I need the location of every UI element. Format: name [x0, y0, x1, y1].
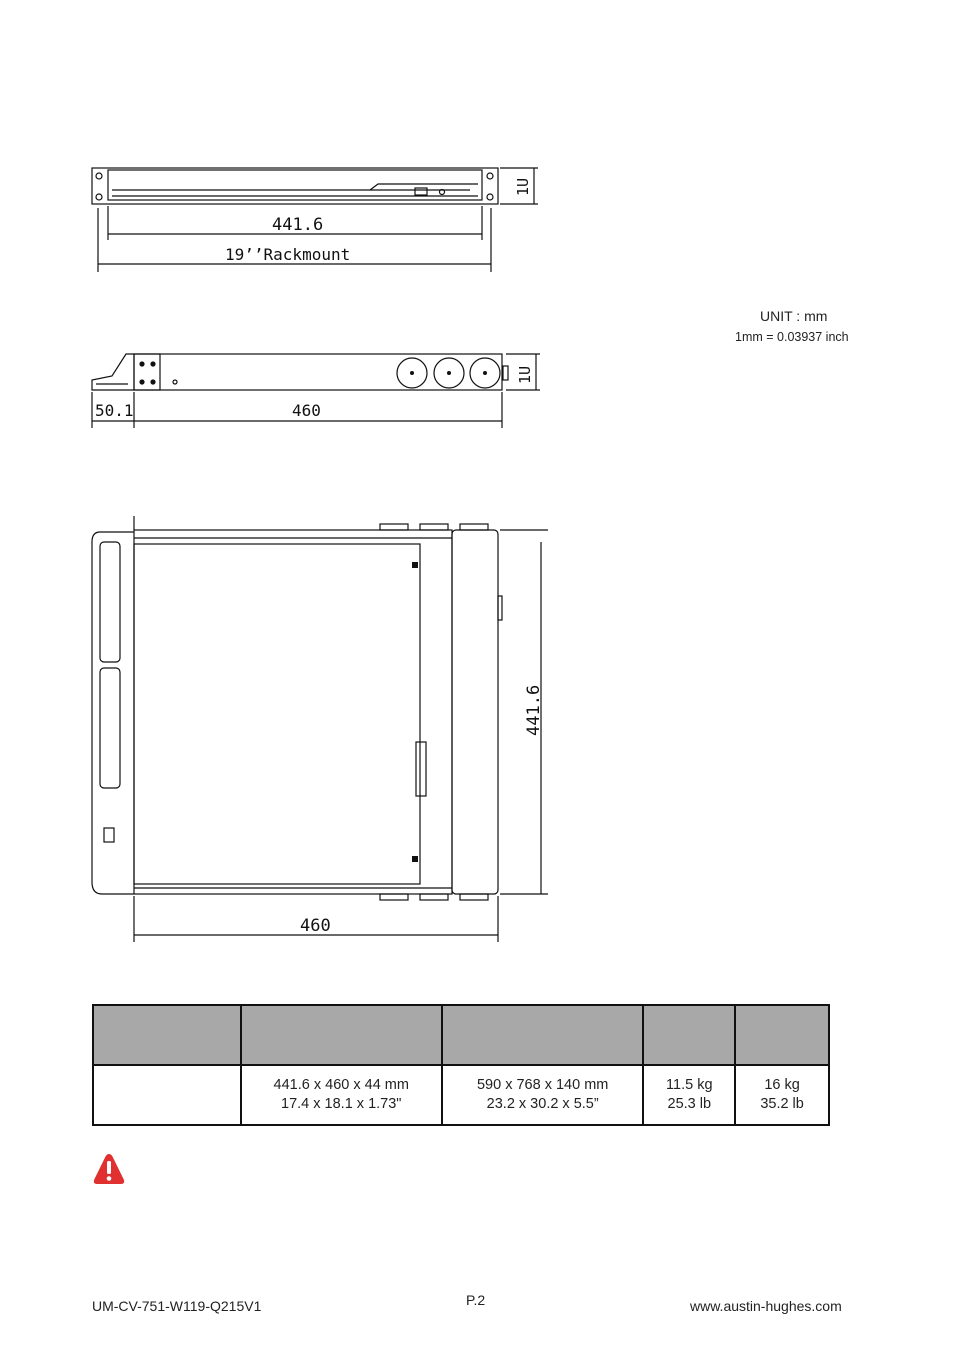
unit-conversion: 1mm = 0.03937 inch — [735, 330, 849, 344]
table-row — [93, 1065, 829, 1125]
top-depth-label: 460 — [300, 916, 331, 936]
front-rack-label: 19’’Rackmount — [225, 245, 351, 264]
net-lb: 25.3 lb — [667, 1096, 712, 1112]
unit-label: UNIT : mm — [760, 308, 828, 324]
dimensions-mm: 441.6 x 460 x 44 mm — [273, 1077, 409, 1093]
cell-gross-weight — [735, 1065, 829, 1125]
header-model — [93, 1005, 241, 1065]
gross-lb: 35.2 lb — [760, 1096, 804, 1112]
top-width-label: 441.6 — [524, 684, 544, 736]
cell-model — [93, 1065, 241, 1125]
header-package — [442, 1005, 643, 1065]
cell-package — [442, 1065, 643, 1125]
front-height-label: 1U — [514, 177, 532, 196]
side-depth-label: 460 — [292, 401, 321, 420]
cell-net-weight — [643, 1065, 735, 1125]
package-in: 23.2 x 30.2 x 5.5” — [486, 1096, 599, 1112]
header-net-weight — [643, 1005, 735, 1065]
spec-table — [92, 1004, 830, 1126]
spec-table-header — [93, 1005, 829, 1065]
doc-code: UM-CV-751-W119-Q215V1 — [92, 1298, 262, 1314]
cell-dimensions — [241, 1065, 442, 1125]
side-handle-label: 50.1 — [95, 401, 134, 420]
warning-icon — [92, 1152, 126, 1186]
top-view-drawing — [92, 516, 548, 942]
header-dimensions — [241, 1005, 442, 1065]
dimensions-in: 17.4 x 18.1 x 1.73" — [281, 1096, 402, 1112]
net-kg: 11.5 kg — [666, 1077, 713, 1093]
gross-kg: 16 kg — [764, 1077, 800, 1093]
front-width-label: 441.6 — [272, 215, 324, 235]
package-mm: 590 x 768 x 140 mm — [476, 1077, 609, 1093]
website-link[interactable]: www.austin-hughes.com — [690, 1298, 842, 1314]
page-number: P.2 — [466, 1292, 486, 1308]
header-gross-weight — [735, 1005, 829, 1065]
side-height-label: 1U — [516, 365, 534, 384]
